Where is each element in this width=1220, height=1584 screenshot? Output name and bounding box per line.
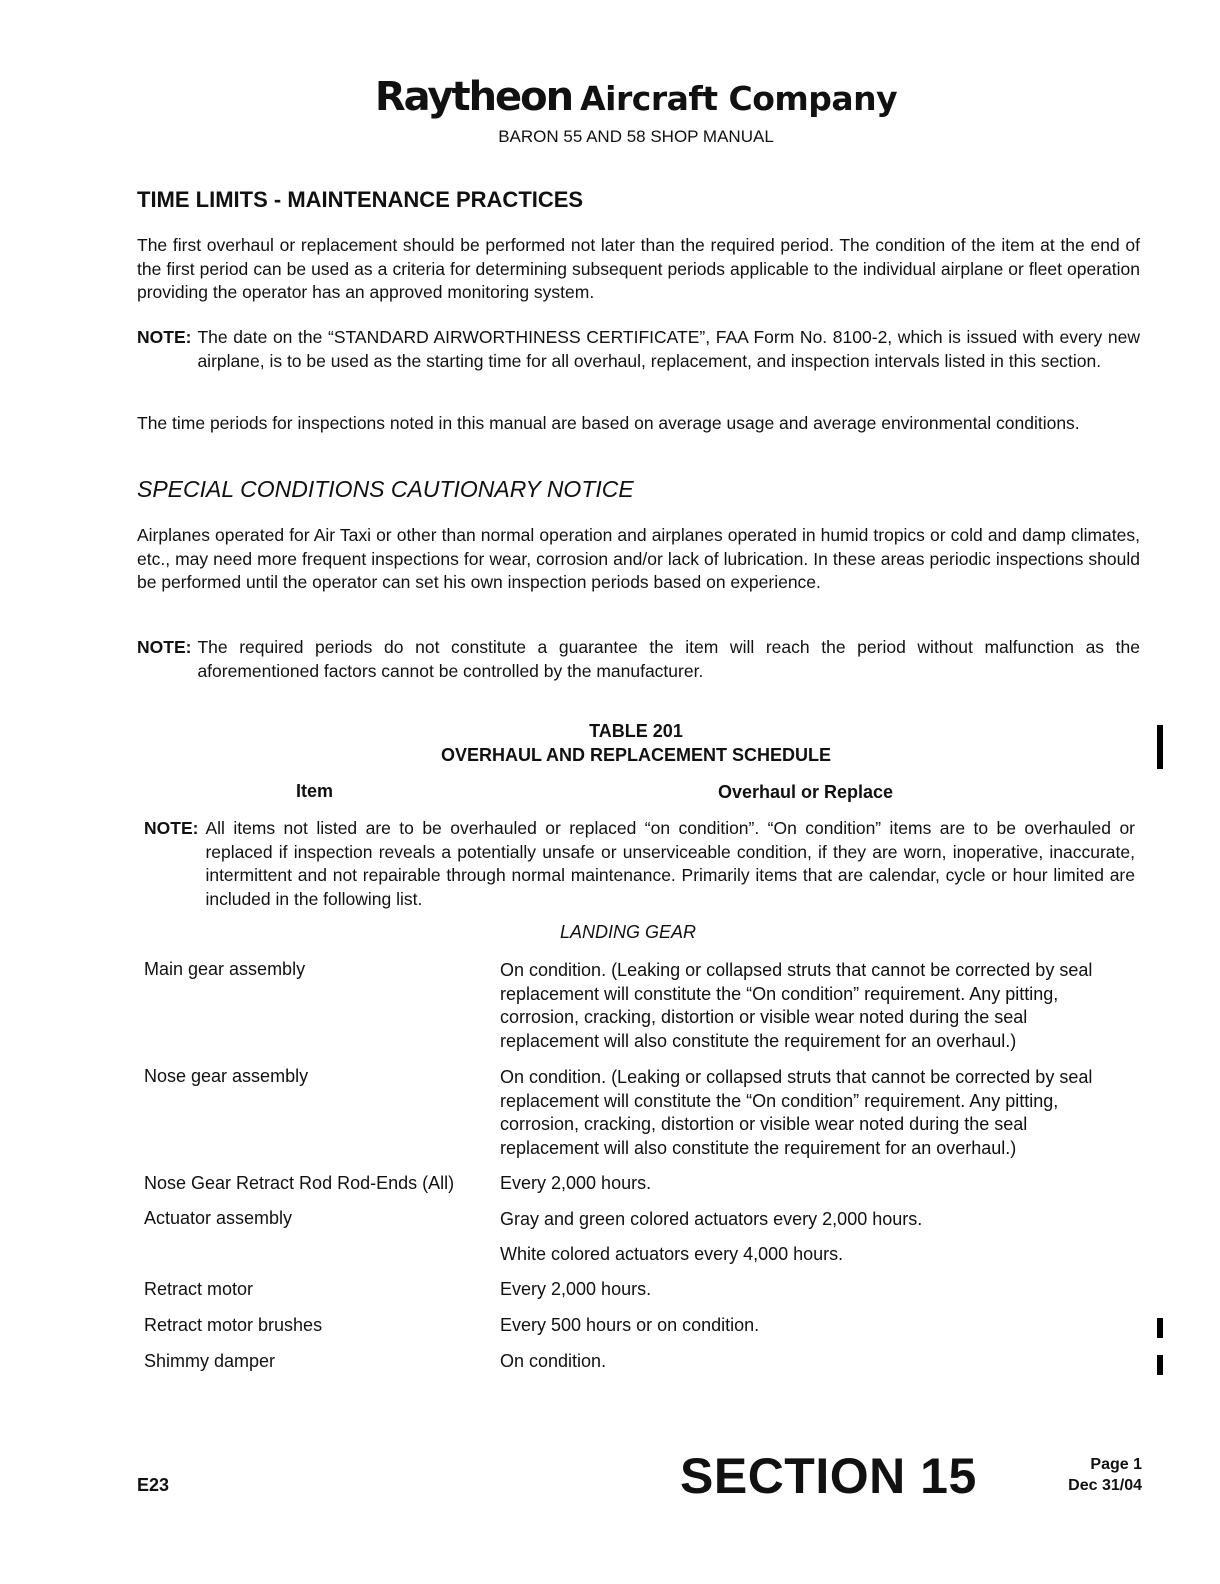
table-row-value: Every 500 hours or on condition. — [500, 1315, 760, 1335]
table-row-value: Every 2,000 hours. — [500, 1173, 652, 1193]
group-heading-landing-gear: LANDING GEAR — [560, 922, 697, 942]
note-airworthiness — [137, 326, 1140, 373]
change-bar — [1157, 725, 1163, 769]
note-on-condition — [144, 817, 1135, 911]
table-row-value: Gray and green colored actuators every 2,000 hours. — [500, 1209, 923, 1229]
table-row-item: Nose gear assembly — [144, 1066, 309, 1086]
footer-effectivity-code: E23 — [137, 1475, 170, 1495]
footer-section: SECTION 15 — [680, 1448, 977, 1504]
table-row-value: White colored actuators every 4,000 hours. — [500, 1244, 844, 1264]
logo-brand: Raytheon — [374, 74, 573, 120]
special-conditions-heading: SPECIAL CONDITIONS CAUTIONARY NOTICE — [137, 476, 634, 502]
paragraph-special-conditions: Airplanes operated for Air Taxi or other than normal operation and airplanes operated in humid tropics or cold and damp climates, etc., may need more frequent inspections for wear, corrosion and/or lack of lubrication. In these areas periodic inspections should be performed until the operator can set his own inspection periods based on experience. — [137, 525, 1140, 592]
table-row-item: Shimmy damper — [144, 1351, 276, 1371]
table-row-item: Retract motor — [144, 1279, 254, 1299]
table-row-item: Retract motor brushes — [144, 1315, 323, 1335]
note-text: All items not listed are to be overhauled or replaced “on condition”. “On condition” items are to be overhauled or replaced if inspection reveals a potentially unsafe or unserviceable condition, if they are worn, inoperative, inaccurate, intermittent and not repairable through normal maintenance. Primarily items that are calendar, cycle or hour limited are included in the following list. — [205, 818, 1135, 909]
paragraph-time-periods: The time periods for inspections noted in this manual are based on average usage and average environmental conditions. — [137, 413, 1080, 433]
note-guarantee — [137, 636, 1140, 683]
table-number: TABLE 201 — [589, 721, 683, 741]
column-header-overhaul: Overhaul or Replace — [718, 782, 894, 802]
change-bar — [1157, 1318, 1163, 1338]
note-text: The required periods do not constitute a guarantee the item will reach the period without malfunction as the aforementioned factors cannot be controlled by the manufacturer. — [197, 637, 1140, 681]
logo-company: Aircraft Company — [580, 79, 898, 118]
table-title: OVERHAUL AND REPLACEMENT SCHEDULE — [440, 745, 832, 765]
note-label: NOTE: — [137, 637, 192, 657]
company-logo — [0, 74, 1220, 120]
table-row-item: Main gear assembly — [144, 959, 306, 979]
column-header-item: Item — [296, 781, 334, 801]
note-label: NOTE: — [144, 818, 199, 838]
table-row-value: On condition. (Leaking or collapsed struts that cannot be corrected by seal replacement will constitute the “On condition” requirement. Any pitting, corrosion, cracking, distortion or visible wear noted during the seal replacement will also constitute the requirement for an overhaul.) — [500, 960, 1093, 1051]
section-heading: TIME LIMITS - MAINTENANCE PRACTICES — [137, 187, 584, 212]
table-row-value: Every 2,000 hours. — [500, 1279, 652, 1299]
note-text: The date on the “STANDARD AIRWORTHINESS CERTIFICATE”, FAA Form No. 8100-2, which is issued with every new airplane, is to be used as the starting time for all overhaul, replacement, and inspection intervals listed in this section. — [197, 327, 1140, 371]
note-label: NOTE: — [137, 327, 192, 347]
paragraph-first-overhaul: The first overhaul or replacement should be performed not later than the required period. The condition of the item at the end of the first period can be used as a criteria for determining subsequent periods applicable to the individual airplane or fleet operation providing the operator has an approved monitoring system. — [137, 235, 1140, 302]
change-bar — [1157, 1355, 1163, 1375]
footer-date: Dec 31/04 — [1068, 1477, 1142, 1494]
footer-page-number: Page 1 — [1090, 1456, 1142, 1473]
table-row-item: Nose Gear Retract Rod Rod-Ends (All) — [144, 1173, 455, 1193]
table-row-item: Actuator assembly — [144, 1208, 293, 1228]
manual-title: BARON 55 AND 58 SHOP MANUAL — [498, 127, 774, 146]
table-row-value: On condition. (Leaking or collapsed struts that cannot be corrected by seal replacement will constitute the “On condition” requirement. Any pitting, corrosion, cracking, distortion or visible wear noted during the seal replacement will also constitute the requirement for an overhaul.) — [500, 1067, 1093, 1158]
table-row-value: On condition. — [500, 1351, 607, 1371]
